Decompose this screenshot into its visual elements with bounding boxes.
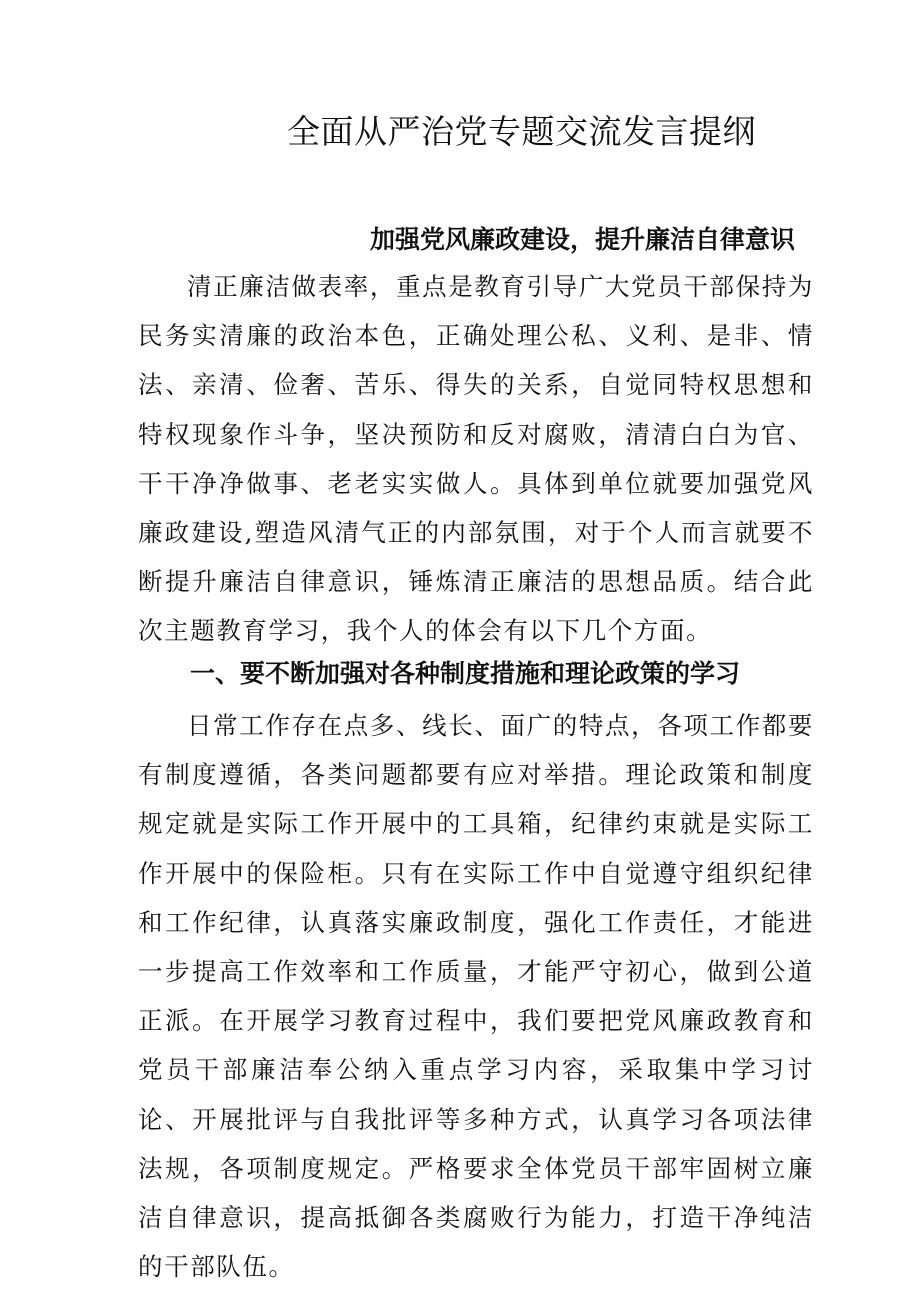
document-title: 全面从严治党专题交流发言提纲 bbox=[287, 112, 756, 151]
intro-paragraph: 清正廉洁做表率，重点是教育引导广大党员干部保持为民务实清廉的政治本色，正确处理公私、义利、是非、情法、亲清、俭奢、苦乐、得失的关系，自觉同特权思想和特权现象作斗争，坚决预防和反对腐败，清清白白为官、干干净净做事、老老实实做人。具体到单位就要加强党风廉政建设,塑造风清气正的内部氛围，对于个人而言就要不断提升廉洁自律意识，锤炼清正廉洁的思想品质。结合此次主题教育学习，我个人的体会有以下几个方面。 bbox=[138, 272, 814, 646]
section-1-paragraph: 日常工作存在点多、线长、面广的特点，各项工作都要有制度遵循，各类问题都要有应对举措。理论政策和制度规定就是实际工作开展中的工具箱，纪律约束就是实际工作开展中的保险柜。只有在实际工作中自觉遵守组织纪律和工作纪律，认真落实廉政制度，强化工作责任，才能进一步提高工作效率和工作质量，才能严守初心，做到公道正派。在开展学习教育过程中，我们要把党风廉政教育和党员干部廉洁奉公纳入重点学习内容，采取集中学习讨论、开展批评与自我批评等多种方式，认真学习各项法律法规，各项制度规定。严格要求全体党员干部牢固树立廉洁自律意识，提高抵御各类腐败行为能力，打造干净纯洁的干部队伍。 bbox=[138, 711, 814, 1282]
document-subtitle: 加强党风廉政建设，提升廉洁自律意识 bbox=[370, 225, 796, 254]
section-1-heading: 一、要不断加强对各种制度措施和理论政策的学习 bbox=[190, 659, 741, 688]
